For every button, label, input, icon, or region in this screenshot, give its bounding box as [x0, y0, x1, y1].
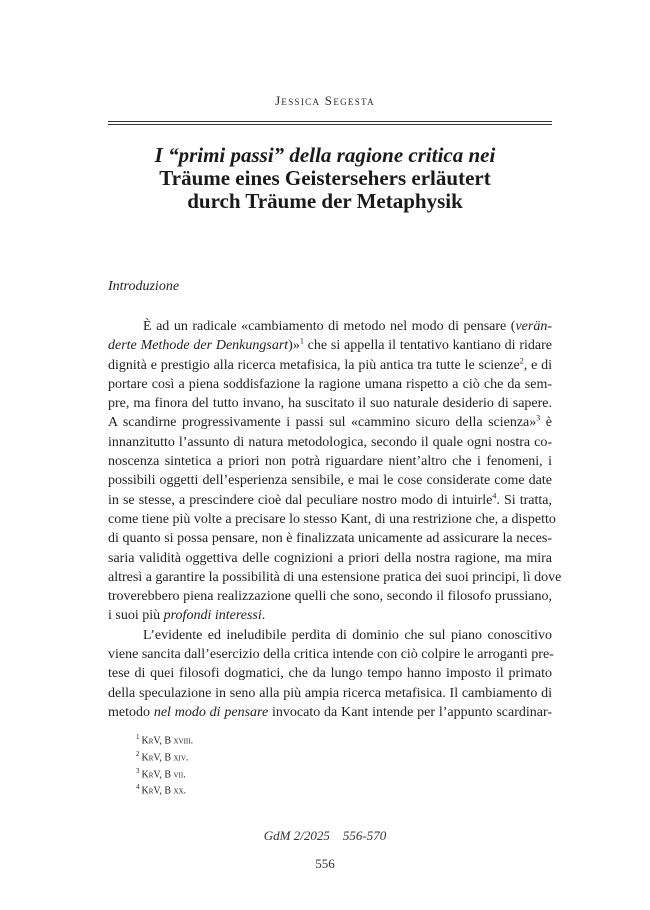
body-line: A scandirne progressivamente i passi sul «cammino sicuro della scienza»$^3$ è: [108, 413, 552, 431]
body-line: di quanto si possa pensare, non è finalizzata unicamente ad assicurare la neces-: [108, 531, 552, 547]
body-line: portare così a piena soddisfazione la ragione umana rispetto a ciò che da sem-: [108, 376, 552, 392]
footnote: $^3$ KrV, B vii.: [136, 766, 186, 780]
journal-reference: GdM 2/2025 556-570: [263, 828, 387, 843]
body-line: L’evidente ed ineludibile perdita di dominio che sul piano conoscitivo: [143, 627, 552, 643]
body-line: derte Methode der Denkungsart)»$^1$ che si appella il tentativo kantiano di ridare: [108, 336, 552, 354]
section-heading: Introduzione: [108, 279, 180, 294]
header-rule-bottom: [108, 124, 552, 125]
body-line: saria validità oggettiva delle cognizioni a priori della nostra ragione, ma mira: [108, 550, 552, 566]
body-line: È ad un radicale «cambiamento di metodo nel modo di pensare (verän-: [143, 319, 552, 334]
title-line-1: I “primi passi” della ragione critica nei: [154, 143, 496, 167]
article-title: [0, 144, 650, 213]
body-line: tese di quei filosofi dogmatici, che da lungo tempo hanno imposto il primato: [108, 666, 552, 682]
body-line: della speculazione in seno alla più ampia ricerca metafisica. Il cambiamento di: [108, 685, 552, 701]
footnote: $^2$ KrV, B xiv.: [136, 749, 189, 764]
page-number: 556: [315, 856, 335, 871]
body-line: dignità e prestigio alla ricerca metafisica, la più antica tra tutte le scienze$^2$, e di: [108, 355, 553, 373]
body-line: viene sancita dall’esercizio della critica intende con ciò colpire le arroganti pre-: [108, 647, 554, 663]
title-line-3: durch Träume der Metaphysik: [187, 189, 463, 213]
body-line: come tiene più volte a precisare lo stesso Kant, di una restrizione che, a dispetto: [108, 511, 556, 527]
footnotes: [136, 731, 193, 798]
footnote-ref[interactable]: 1: [299, 336, 304, 346]
footnote-ref[interactable]: 3: [536, 413, 541, 423]
title-line-2: Träume eines Geistersehers erläutert: [159, 166, 491, 190]
body-line: i suoi più profondi interessi.: [108, 608, 266, 624]
body-line: innanzitutto l’assunto di natura metodologica, secondo il quale ogni nostra co-: [108, 434, 552, 450]
footnote: $^4$ KrV, B xx.: [136, 783, 187, 797]
body-line: troverebbero piena realizzazione quelli che sono, secondo il filosofo prussiano,: [108, 589, 552, 605]
body-line: noscenza sintetica a priori non potrà riguardare nient’altro che i fenomeni, i: [108, 454, 552, 470]
running-head-author: Jessica Segesta: [275, 93, 375, 108]
footnote-ref[interactable]: 2: [519, 355, 524, 365]
body-line: possibili oggetti dell’esperienza sensibile, e mai le cose considerate come date: [108, 473, 552, 489]
body-text: [108, 317, 562, 722]
body-line: metodo nel modo di pensare invocato da Kant intende per l’appunto scardinar-: [108, 704, 552, 720]
footnote-ref[interactable]: 4: [492, 491, 497, 501]
header-rule-top: [108, 121, 552, 122]
body-line: pre, ma finora del tutto invano, ha suscitato il suo naturale desiderio di sapere.: [108, 396, 552, 412]
body-line: altresì a garantire la possibilità di una estensione pratica dei suoi principi, lì dove: [108, 569, 562, 585]
body-line: in se stesse, a prescindere cioè dal peculiare nostro modo di intuirle$^4$. Si tratta,: [108, 491, 552, 508]
footnote: $^1$ KrV, B xviii.: [136, 733, 194, 747]
